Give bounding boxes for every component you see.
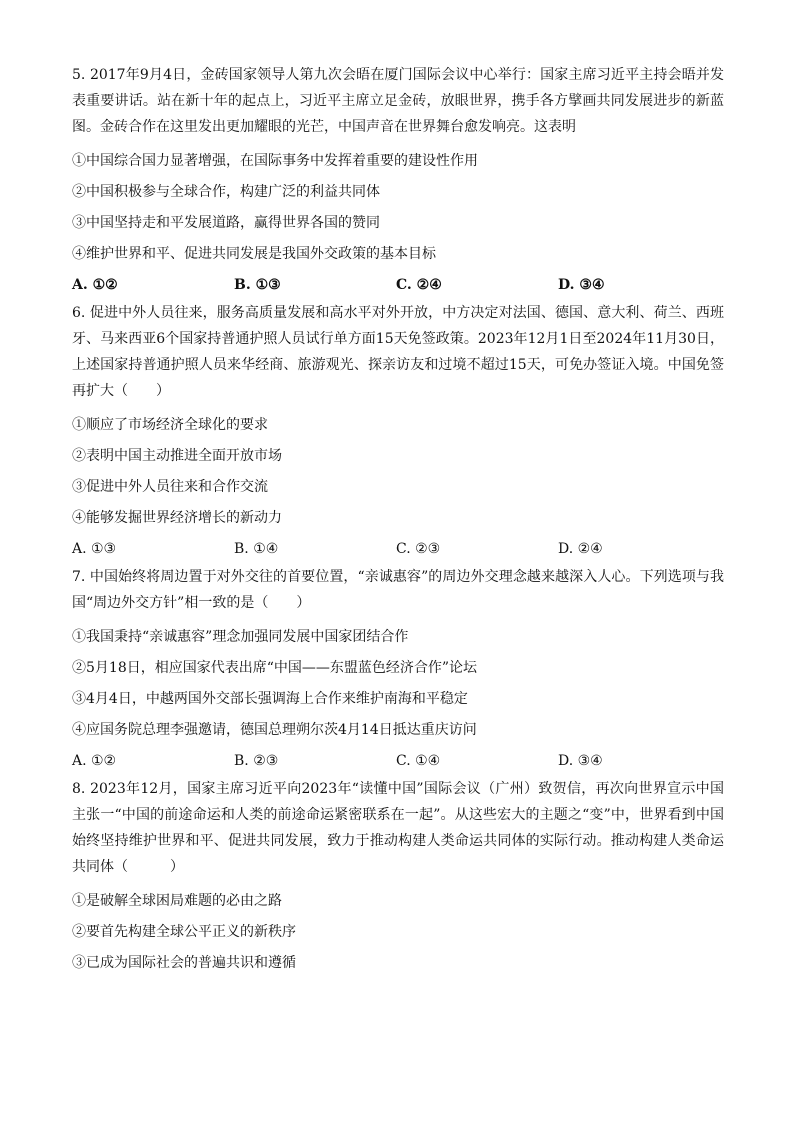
answer-choices <box>72 539 724 559</box>
choice-c[interactable]: C. ①④ <box>396 753 441 769</box>
statement-option: ①顺应了市场经济全球化的要求 <box>72 417 268 433</box>
statement-option: ②5月18日，相应国家代表出席“中国——东盟蓝色经济合作”论坛 <box>72 660 478 676</box>
statement-option: ③中国坚持走和平发展道路，赢得世界各国的赞同 <box>72 215 380 231</box>
choice-b[interactable]: B. ①③ <box>234 277 281 293</box>
choice-a[interactable]: A. ①② <box>72 277 118 293</box>
statement-option: ②表明中国主动推进全面开放市场 <box>72 448 282 464</box>
statement-option: ④应国务院总理李强邀请，德国总理朔尔茨4月14日抵达重庆访问 <box>72 722 477 738</box>
choice-d[interactable]: D. ③④ <box>558 753 603 769</box>
statement-option: ③促进中外人员往来和合作交流 <box>72 479 268 495</box>
choice-b[interactable]: B. ②③ <box>234 753 279 769</box>
choice-d[interactable]: D. ②④ <box>558 541 603 557</box>
question-stem: 8. 2023年12月，国家主席习近平向2023年“读懂中国”国际会议（广州）致贺信，再次向世界宣示中国主张一“中国的前途命运和人类的前途命运紧密联系在一起”。从这些宏大的主题之“变”中，世界看到中国始终坚持维护世界和平、促进共同发展，致力于推动构建人类命运共同体的实际行动。推动构建人类命运共同体（ ） <box>72 781 724 875</box>
statement-option: ④维护世界和平、促进共同发展是我国外交政策的基本目标 <box>72 246 436 262</box>
statement-option: ④能够发掘世界经济增长的新动力 <box>72 510 282 526</box>
statement-option: ③已成为国际社会的普遍共识和遵循 <box>72 955 296 971</box>
question-6 <box>72 300 724 559</box>
question-stem: 7. 中国始终将周边置于对外交往的首要位置，“亲诚惠容”的周边外交理念越来越深入人心。下列选项与我国“周边外交方针”相一致的是（ ） <box>72 569 724 611</box>
question-stem: 5. 2017年9月4日，金砖国家领导人第九次会晤在厦门国际会议中心举行：国家主席习近平主持会晤并发表重要讲话。站在新十年的起点上，习近平主席立足金砖，放眼世界，携手各方擘画共同发展进步的新蓝图。金砖合作在这里发出更加耀眼的光芒，中国声音在世界舞台愈发响亮。这表明 <box>72 67 724 135</box>
choice-b[interactable]: B. ①④ <box>234 541 279 557</box>
statement-option: ③4月4日，中越两国外交部长强调海上合作来维护南海和平稳定 <box>72 691 468 707</box>
statement-option: ②要首先构建全球公平正义的新秩序 <box>72 924 296 940</box>
answer-choices <box>72 751 724 771</box>
choice-c[interactable]: C. ②④ <box>396 277 442 293</box>
choice-a[interactable]: A. ①③ <box>72 541 117 557</box>
statement-option: ②中国积极参与全球合作，构建广泛的利益共同体 <box>72 184 380 200</box>
choice-a[interactable]: A. ①② <box>72 753 117 769</box>
statement-option: ①是破解全球困局难题的必由之路 <box>72 893 282 909</box>
answer-choices <box>72 275 724 295</box>
question-8 <box>72 776 724 973</box>
exam-page <box>72 62 724 973</box>
choice-d[interactable]: D. ③④ <box>558 277 605 293</box>
statement-option: ①中国综合国力显著增强，在国际事务中发挥着重要的建设性作用 <box>72 153 478 169</box>
statement-option: ①我国秉持“亲诚惠容”理念加强同发展中国家团结合作 <box>72 629 409 645</box>
question-7 <box>72 564 724 771</box>
choice-c[interactable]: C. ②③ <box>396 541 441 557</box>
question-stem: 6. 促进中外人员往来，服务高质量发展和高水平对外开放，中方决定对法国、德国、意大利、荷兰、西班牙、马来西亚6个国家持普通护照人员试行单方面15天免签政策。2023年12月1日至2024年11月30日，上述国家持普通护照人员来华经商、旅游观光、探亲访友和过境不超过15天，可免办签证入境。中国免签再扩大（ ） <box>72 305 724 399</box>
question-5 <box>72 62 724 295</box>
